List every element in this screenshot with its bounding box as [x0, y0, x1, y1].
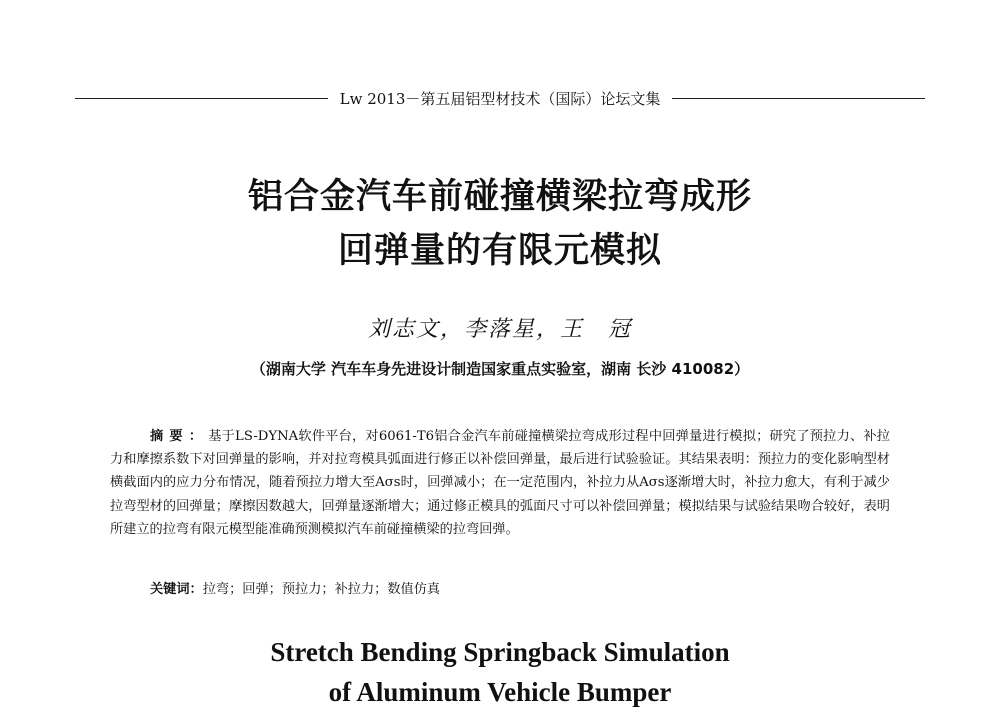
keywords	[150, 578, 890, 597]
english-title-line-2: of Aluminum Vehicle Bumper	[328, 677, 672, 707]
english-title-line-1: Stretch Bending Springback Simulation	[270, 637, 730, 667]
keywords-text: 拉弯；回弹；预拉力；补拉力；数值仿真	[202, 582, 441, 597]
header-text: Lw 2013－第五届铝型材技术（国际）论坛文集	[339, 90, 661, 108]
title-line-1: 铝合金汽车前碰撞横梁拉弯成形	[247, 176, 752, 217]
paper-title	[0, 170, 1000, 278]
running-header	[75, 88, 925, 109]
authors: 刘志文，李落星，王 冠	[367, 317, 632, 342]
abstract	[110, 425, 890, 541]
title-line-2: 回弹量的有限元模拟	[337, 230, 662, 271]
header-rule-left	[75, 98, 328, 99]
keywords-label: 关键词：	[150, 582, 203, 597]
abstract-label: 摘要：	[150, 429, 209, 444]
abstract-body: 基于LS-DYNA软件平台，对6061-T6铝合金汽车前碰撞横梁拉弯成形过程中回弹量进行模拟；研究了预拉力、补拉力和摩擦系数下对回弹量的影响，并对拉弯模具弧面进行修正以补偿回弹量，最后进行试验验证。其结果表明：预拉力的变化影响型材横截面内的应力分布情况，随着预拉力增大至Aσs时，回弹减小；在一定范围内，补拉力从Aσs逐渐增大时，补拉力愈大，有利于减少拉弯型材的回弹量；摩擦因数越大，回弹量逐渐增大；通过修正模具的弧面尺寸可以补偿回弹量；模拟结果与试验结果吻合较好，表明所建立的拉弯有限元模型能准确预测模拟汽车前碰撞横梁的拉弯回弹。	[110, 429, 890, 537]
english-title	[0, 632, 1000, 712]
header-rule-right	[672, 98, 925, 99]
affiliation: （湖南大学 汽车车身先进设计制造国家重点实验室，湖南 长沙 410082）	[250, 360, 750, 378]
